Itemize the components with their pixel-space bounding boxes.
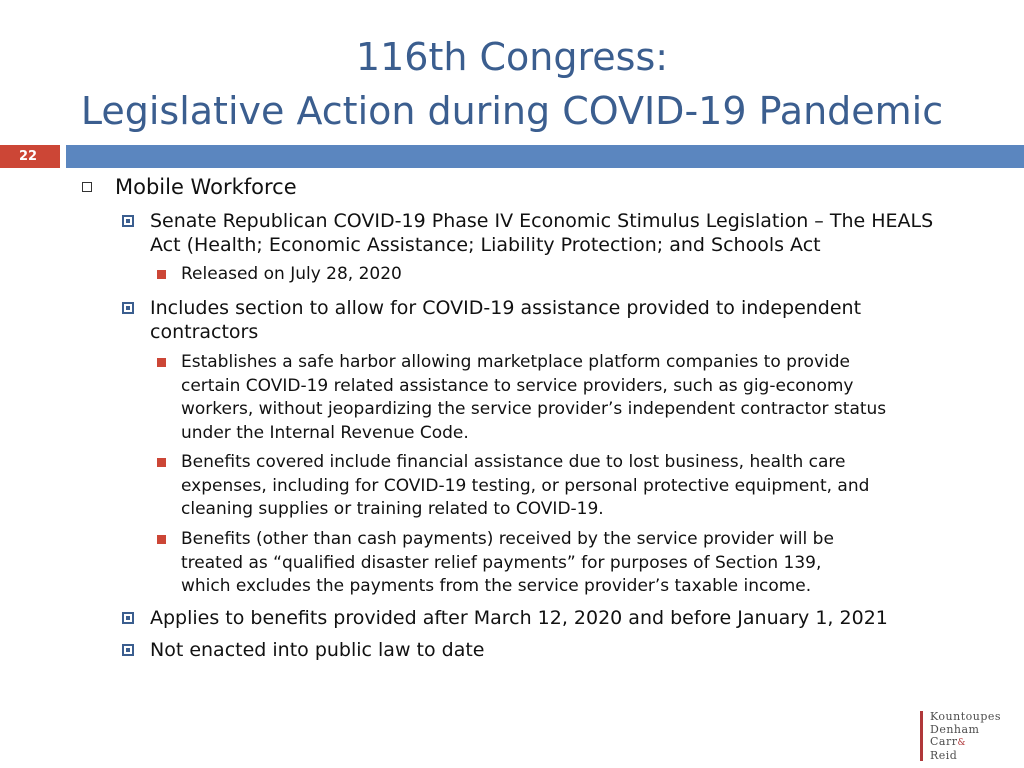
- bullet-safe-harbor-line-1: Establishes a safe harbor allowing marketplace platform companies to provide: [181, 352, 850, 372]
- bullet-safe-harbor-line-3: workers, without jeopardizing the service provider’s independent contractor status: [181, 399, 887, 419]
- bullet-benefits-line-3: cleaning supplies or training related to COVID-19.: [181, 499, 604, 519]
- logo-line-3: [930, 736, 1001, 750]
- red-square-bullet-icon: [157, 270, 166, 279]
- red-square-bullet-icon: [157, 458, 166, 467]
- bullet-noncash-line-2: treated as “qualified disaster relief payments” for purposes of Section 139,: [181, 552, 822, 573]
- logo-carr: Carr: [930, 735, 958, 748]
- bullet-not-enacted: Not enacted into public law to date: [150, 639, 485, 661]
- square-bullet-icon: [122, 215, 134, 227]
- logo-line-1: Kountoupes: [930, 710, 1002, 723]
- bullet-safe-harbor-line-4: under the Internal Revenue Code.: [181, 422, 469, 443]
- bullet-released: Released on July 28, 2020: [181, 264, 402, 284]
- firm-logo: [930, 711, 1001, 762]
- slide-title-line-2: Legislative Action during COVID-19 Pandemic: [80, 89, 944, 133]
- square-bullet-icon: [122, 302, 134, 314]
- red-square-bullet-icon: [157, 358, 166, 367]
- bullet-noncash-line-3: which excludes the payments from the service provider’s taxable income.: [181, 576, 812, 596]
- slide-number: 22: [0, 145, 60, 168]
- bullet-includes-line-2: contractors: [150, 321, 259, 343]
- bullet-includes-line-1: Includes section to allow for COVID-19 assistance provided to independent: [150, 297, 862, 319]
- square-bullet-icon: [122, 612, 134, 624]
- logo-line-4: Reid: [930, 748, 958, 762]
- section-heading: Mobile Workforce: [115, 175, 297, 199]
- logo-ampersand: &: [957, 738, 967, 748]
- logo-line-2: Denham: [930, 722, 980, 736]
- bullet-senate-line-2: Act (Health; Economic Assistance; Liability Protection; and Schools Act: [150, 234, 821, 256]
- square-bullet-icon: [122, 644, 134, 656]
- red-square-bullet-icon: [157, 535, 166, 544]
- bullet-benefits-line-2: expenses, including for COVID-19 testing, or personal protective equipment, and: [181, 475, 870, 496]
- bullet-safe-harbor-line-2: certain COVID-19 related assistance to service providers, such as gig-economy: [181, 375, 854, 396]
- logo-accent-bar: [920, 711, 923, 761]
- bullet-noncash-line-1: Benefits (other than cash payments) received by the service provider will be: [181, 529, 834, 549]
- bullet-benefits-line-1: Benefits covered include financial assistance due to lost business, health care: [181, 452, 846, 472]
- bullet-applies: Applies to benefits provided after March 12, 2020 and before January 1, 2021: [150, 607, 888, 629]
- bullet-senate-line-1: Senate Republican COVID-19 Phase IV Economic Stimulus Legislation – The HEALS: [150, 210, 934, 232]
- slide-title-line-1: 116th Congress:: [355, 35, 669, 79]
- hollow-square-bullet-icon: [82, 182, 92, 192]
- header-band: [66, 145, 1024, 168]
